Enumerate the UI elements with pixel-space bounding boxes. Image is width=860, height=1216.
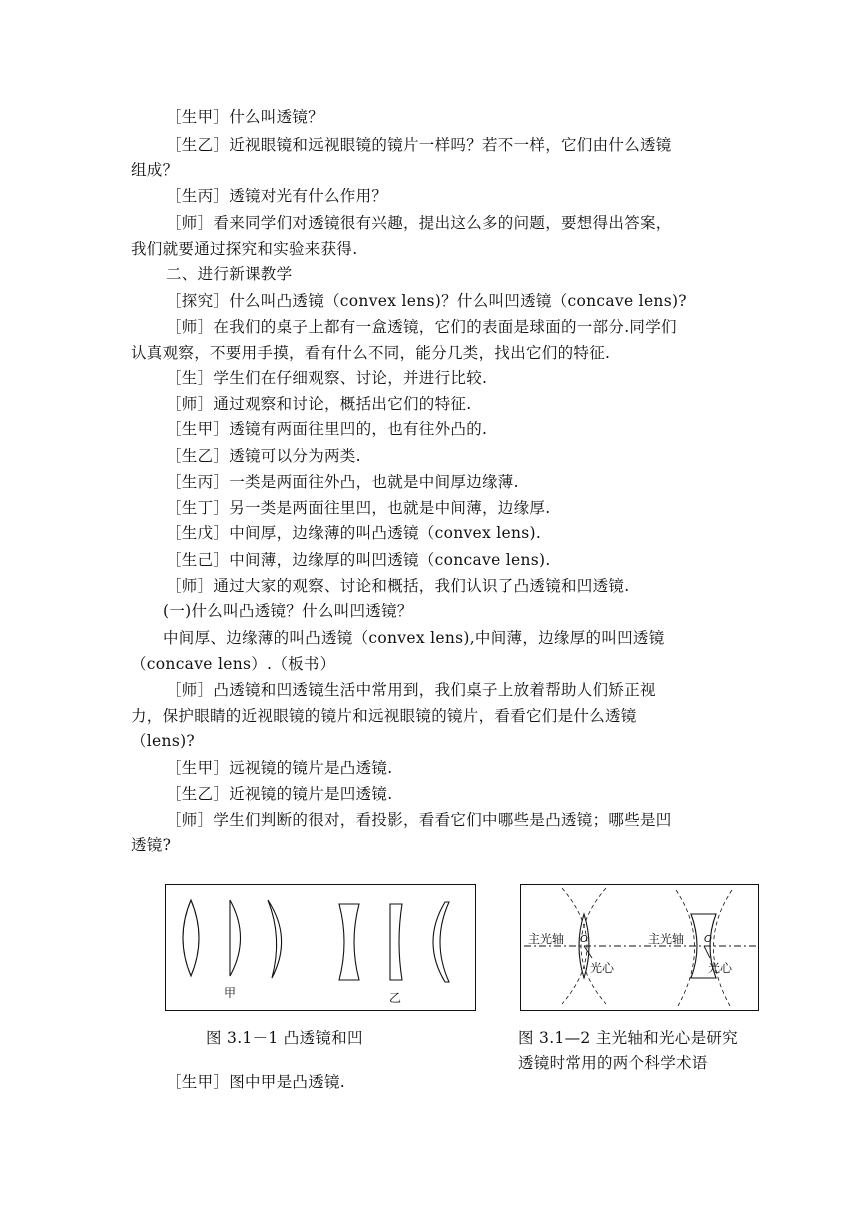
paragraph-line: ［生甲］远视镜的镜片是凸透镜. xyxy=(166,759,393,777)
paragraph-line: ［生乙］近视镜的镜片是凹透镜. xyxy=(166,785,393,803)
label-yi: 乙 xyxy=(389,991,402,1005)
paragraph-line: ［生戊］中间厚，边缘薄的叫凸透镜（convex lens). xyxy=(166,524,542,542)
paragraph-line: ［生］学生们在仔细观察、讨论，并进行比较. xyxy=(166,369,488,387)
figure2-caption-line1: 图 3.1—2 主光轴和光心是研究 xyxy=(518,1029,738,1047)
figure-principal-axis xyxy=(520,884,760,1012)
paragraph-line: ［探究］什么叫凸透镜（convex lens)？什么叫凹透镜（concave lens)? xyxy=(166,292,687,310)
lens-types-drawing xyxy=(165,884,477,1012)
paragraph-line: ［师］在我们的桌子上都有一盒透镜，它们的表面是球面的一部分.同学们 xyxy=(166,318,677,336)
sub-heading: (一)什么叫凸透镜？什么叫凹透镜？ xyxy=(163,602,413,620)
center-mark: O xyxy=(704,934,712,945)
paragraph-line: 我们就要通过探究和实验来获得. xyxy=(131,240,358,258)
figure-lens-types xyxy=(165,884,477,1012)
paragraph-line: 认真观察，不要用手摸，看有什么不同，能分几类，找出它们的特征. xyxy=(131,344,611,362)
center-label: 光心 xyxy=(708,961,733,975)
center-mark: O xyxy=(580,934,588,945)
paragraph-line: ［师］学生们判断的很对，看投影，看看它们中哪些是凸透镜；哪些是凹 xyxy=(166,811,672,829)
axis-label: 主光轴 xyxy=(528,932,565,946)
paragraph-line: ［生乙］近视眼镜和远视眼镜的镜片一样吗？若不一样，它们由什么透镜 xyxy=(166,136,672,154)
paragraph-line: ［师］看来同学们对透镜很有兴趣，提出这么多的问题，要想得出答案， xyxy=(166,214,672,232)
figure1-caption: 图 3.1－1 凸透镜和凹 xyxy=(206,1029,363,1047)
label-jia: 甲 xyxy=(224,986,237,1000)
paragraph-line: ［生甲］透镜有两面往里凹的，也有往外凸的. xyxy=(166,420,488,438)
paragraph-line: ［生甲］什么叫透镜？ xyxy=(166,108,325,126)
figure2-caption-line2: 透镜时常用的两个科学术语 xyxy=(518,1054,708,1072)
paragraph-line: （lens)? xyxy=(131,732,196,750)
paragraph-line: ［生甲］图中甲是凸透镜. xyxy=(166,1073,346,1091)
paragraph-line: 中间厚、边缘薄的叫凸透镜（convex lens),中间薄，边缘厚的叫凹透镜 xyxy=(163,629,665,647)
paragraph-line: ［生己］中间薄，边缘厚的叫凹透镜（concave lens). xyxy=(166,551,551,569)
paragraph-line: ［师］通过观察和讨论，概括出它们的特征. xyxy=(166,395,472,413)
paragraph-line: ［生丙］一类是两面往外凸，也就是中间厚边缘薄. xyxy=(166,473,519,491)
paragraph-line: ［生丙］透镜对光有什么作用？ xyxy=(166,187,388,205)
axis-label: 主光轴 xyxy=(648,932,685,946)
principal-axis-drawing xyxy=(520,884,760,1012)
paragraph-line: ［生乙］透镜可以分为两类. xyxy=(166,447,361,465)
paragraph-line: （concave lens）.（板书） xyxy=(131,655,336,673)
paragraph-line: ［生丁］另一类是两面往里凹，也就是中间薄，边缘厚. xyxy=(166,499,551,517)
section-heading: 二、进行新课教学 xyxy=(166,265,293,283)
paragraph-line: 透镜? xyxy=(131,836,172,854)
paragraph-line: 组成？ xyxy=(131,161,179,179)
paragraph-line: 力，保护眼睛的近视眼镜的镜片和远视眼镜的镜片，看看它们是什么透镜 xyxy=(131,707,637,725)
paragraph-line: ［师］通过大家的观察、讨论和概括，我们认识了凸透镜和凹透镜. xyxy=(166,577,630,595)
paragraph-line: ［师］凸透镜和凹透镜生活中常用到，我们桌子上放着帮助人们矫正视 xyxy=(166,681,656,699)
center-label: 光心 xyxy=(590,961,615,975)
